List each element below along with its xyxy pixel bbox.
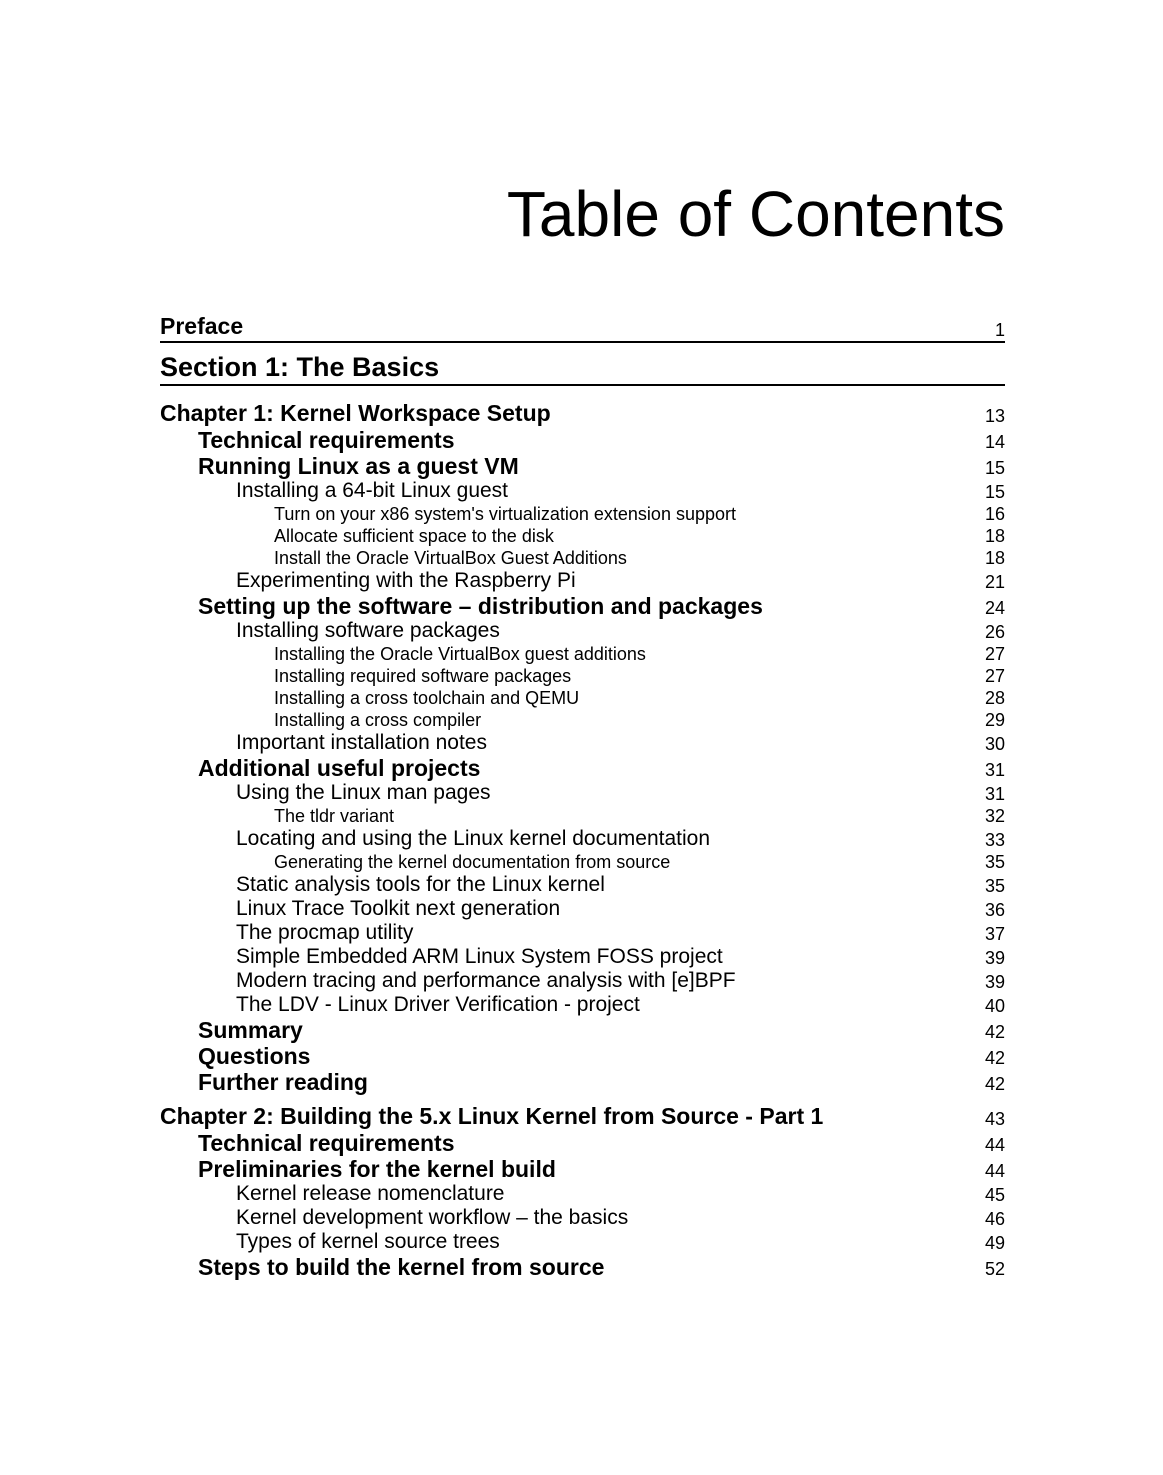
toc-chapter-entry[interactable] — [160, 1103, 1005, 1130]
toc-entry[interactable] — [160, 619, 1005, 643]
toc-entry-title: Further reading — [198, 1069, 368, 1095]
toc-entry-title: Summary — [198, 1017, 303, 1043]
toc-entry-title: Steps to build the kernel from source — [198, 1254, 605, 1280]
toc-section-heading — [160, 343, 1005, 386]
toc-entry-page: 39 — [984, 948, 1005, 968]
toc-entry-title: Static analysis tools for the Linux kernel — [236, 873, 605, 896]
toc-entry-page: 21 — [984, 572, 1005, 592]
toc-entry[interactable] — [160, 643, 1005, 665]
toc-entry-page: 27 — [984, 666, 1005, 686]
page-title: Table of Contents — [506, 178, 1005, 250]
toc-entry[interactable] — [160, 525, 1005, 547]
toc-entry-page: 27 — [984, 644, 1005, 664]
toc-entry[interactable] — [160, 781, 1005, 805]
toc-entry[interactable] — [160, 1069, 1005, 1095]
toc-entry-page: 44 — [984, 1135, 1005, 1155]
toc-entry-title: Allocate sufficient space to the disk — [274, 526, 554, 546]
toc-entry[interactable] — [160, 805, 1005, 827]
toc-entry-page: 42 — [984, 1022, 1005, 1042]
toc-entry-title: Installing a cross compiler — [274, 710, 482, 730]
toc-entry-title: Kernel release nomenclature — [236, 1182, 505, 1205]
toc-entry[interactable] — [160, 921, 1005, 945]
toc-entry-page: 52 — [984, 1259, 1005, 1279]
toc-entry[interactable] — [160, 503, 1005, 525]
toc-entry-page: 18 — [984, 548, 1005, 568]
toc-entry-title: Linux Trace Toolkit next generation — [236, 897, 561, 920]
toc-entry-page: 32 — [984, 806, 1005, 826]
toc-entry[interactable] — [160, 1182, 1005, 1206]
toc-entry[interactable] — [160, 1206, 1005, 1230]
toc-entry-page: 49 — [984, 1233, 1005, 1253]
toc-entry-title: Questions — [198, 1043, 311, 1069]
toc-entry-title: Chapter 2: Building the 5.x Linux Kernel from Source - Part 1 — [160, 1103, 824, 1129]
toc-entry[interactable] — [160, 827, 1005, 851]
toc-preface-entry[interactable] — [160, 312, 1005, 343]
toc-entry-title: Turn on your x86 system's virtualization extension support — [274, 504, 736, 524]
toc-entry-title: Experimenting with the Raspberry Pi — [236, 569, 576, 592]
toc-entry-page: 37 — [984, 924, 1005, 944]
toc-entry-title: Setting up the software – distribution and packages — [198, 593, 763, 619]
toc-entry-title: Technical requirements — [198, 1130, 455, 1156]
toc-entry-page: 33 — [984, 830, 1005, 850]
toc-entry[interactable] — [160, 1043, 1005, 1069]
toc-entry-title: Kernel development workflow – the basics — [236, 1206, 629, 1229]
toc-entry-page: 40 — [984, 996, 1005, 1016]
toc-entry-title: Important installation notes — [236, 731, 487, 754]
toc-entry[interactable] — [160, 453, 1005, 479]
toc-entry-page: 16 — [984, 504, 1005, 524]
table-of-contents — [160, 312, 1005, 1280]
toc-entry[interactable] — [160, 851, 1005, 873]
toc-entry-page: 46 — [984, 1209, 1005, 1229]
toc-entry[interactable] — [160, 593, 1005, 619]
toc-entry[interactable] — [160, 1156, 1005, 1182]
toc-entry-page: 43 — [984, 1109, 1005, 1129]
section-title: Section 1: The Basics — [160, 352, 440, 382]
toc-entry[interactable] — [160, 897, 1005, 921]
toc-entry-page: 45 — [984, 1185, 1005, 1205]
toc-entry-title: The LDV - Linux Driver Verification - project — [236, 993, 640, 1016]
toc-entry-page: 35 — [984, 876, 1005, 896]
toc-entry[interactable] — [160, 665, 1005, 687]
toc-entry-title: Types of kernel source trees — [236, 1230, 500, 1253]
toc-entry-title: Install the Oracle VirtualBox Guest Additions — [274, 548, 627, 568]
toc-entry[interactable] — [160, 687, 1005, 709]
toc-entry-title: Installing a cross toolchain and QEMU — [274, 688, 580, 708]
toc-entry[interactable] — [160, 1230, 1005, 1254]
toc-entry-title: The procmap utility — [236, 921, 414, 944]
toc-entry-title: Additional useful projects — [198, 755, 481, 781]
toc-entry-page: 36 — [984, 900, 1005, 920]
toc-entry[interactable] — [160, 427, 1005, 453]
toc-entry-page: 28 — [984, 688, 1005, 708]
toc-entry-title: Simple Embedded ARM Linux System FOSS project — [236, 945, 723, 968]
toc-entry-title: Locating and using the Linux kernel documentation — [236, 827, 710, 850]
toc-chapter-entry[interactable] — [160, 400, 1005, 427]
toc-entry-page: 13 — [984, 406, 1005, 426]
toc-entry[interactable] — [160, 755, 1005, 781]
toc-entry[interactable] — [160, 945, 1005, 969]
toc-entry-page: 24 — [984, 598, 1005, 618]
toc-entry-title: Generating the kernel documentation from source — [274, 852, 671, 872]
toc-entry-page: 39 — [984, 972, 1005, 992]
toc-entries-list — [160, 400, 1005, 1280]
toc-entry-title: Installing software packages — [236, 619, 500, 642]
toc-entry-title: Installing required software packages — [274, 666, 572, 686]
toc-entry-page: 30 — [984, 734, 1005, 754]
toc-entry[interactable] — [160, 993, 1005, 1017]
toc-entry-page: 15 — [984, 458, 1005, 478]
toc-entry-page: 31 — [984, 760, 1005, 780]
toc-entry-title: The tldr variant — [274, 806, 395, 826]
toc-entry[interactable] — [160, 1130, 1005, 1156]
toc-entry-page: 42 — [984, 1048, 1005, 1068]
toc-entry-title: Installing the Oracle VirtualBox guest additions — [274, 644, 646, 664]
toc-entry-title: Installing a 64-bit Linux guest — [236, 479, 509, 502]
toc-entry[interactable] — [160, 709, 1005, 731]
toc-entry[interactable] — [160, 569, 1005, 593]
toc-entry-page: 35 — [984, 852, 1005, 872]
toc-entry[interactable] — [160, 1017, 1005, 1043]
toc-entry-title: Using the Linux man pages — [236, 781, 491, 804]
toc-entry-page: 15 — [984, 482, 1005, 502]
toc-entry-title: Preface — [160, 313, 244, 339]
toc-entry[interactable] — [160, 479, 1005, 503]
toc-entry-page: 42 — [984, 1074, 1005, 1094]
toc-entry-page: 44 — [984, 1161, 1005, 1181]
toc-entry-page: 31 — [984, 784, 1005, 804]
toc-entry[interactable] — [160, 731, 1005, 755]
toc-entry-title: Preliminaries for the kernel build — [198, 1156, 556, 1182]
toc-entry-page: 26 — [984, 622, 1005, 642]
toc-entry-page: 18 — [984, 526, 1005, 546]
toc-entry-title: Technical requirements — [198, 427, 455, 453]
toc-entry-title: Running Linux as a guest VM — [198, 453, 519, 479]
toc-entry-page: 29 — [984, 710, 1005, 730]
toc-entry-title: Modern tracing and performance analysis with [e]BPF — [236, 969, 736, 992]
toc-entry-title: Chapter 1: Kernel Workspace Setup — [160, 400, 551, 426]
toc-entry-page: 1 — [994, 320, 1005, 340]
toc-entry-page: 14 — [984, 432, 1005, 452]
toc-entry[interactable] — [160, 1254, 1005, 1280]
toc-entry[interactable] — [160, 547, 1005, 569]
toc-entry[interactable] — [160, 873, 1005, 897]
toc-entry[interactable] — [160, 969, 1005, 993]
